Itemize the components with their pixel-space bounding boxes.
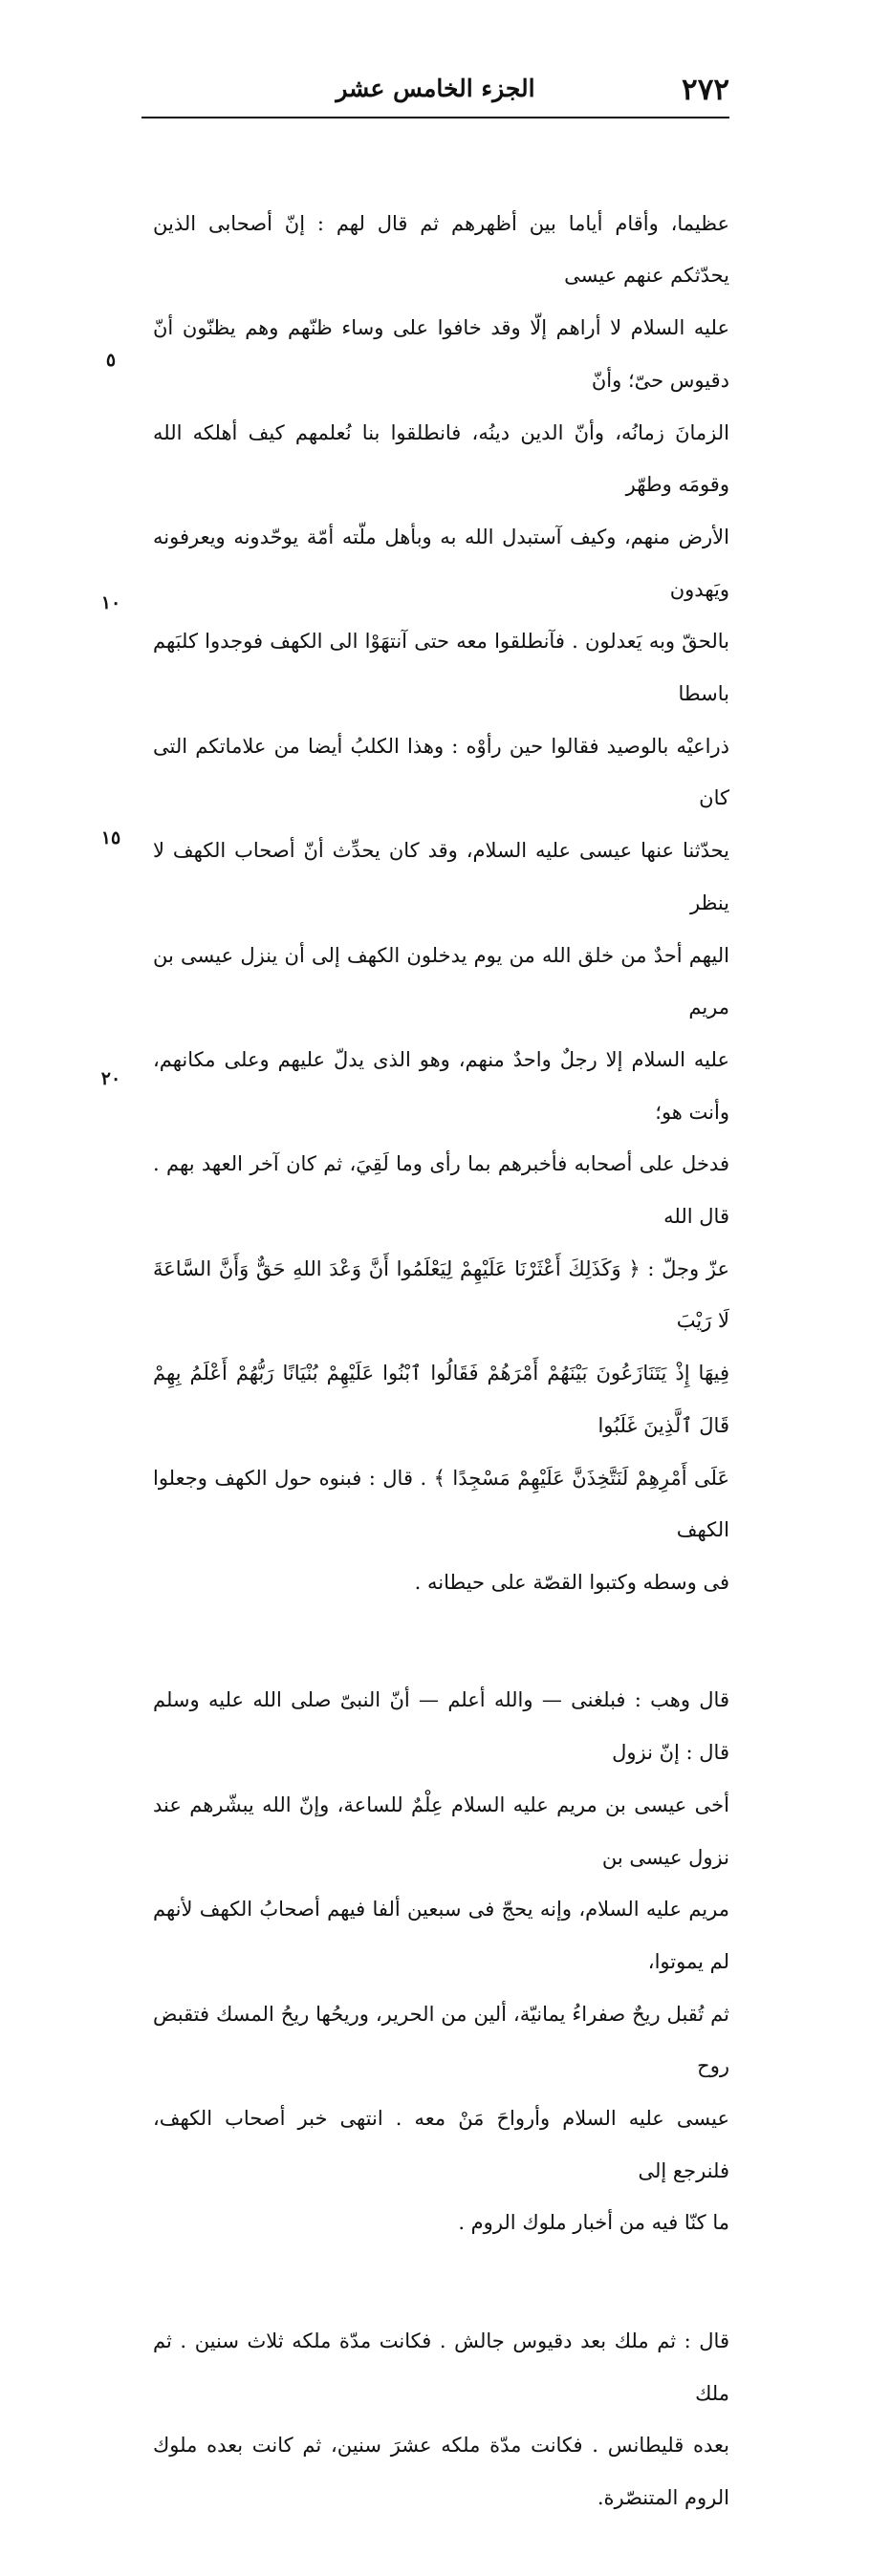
line-number-10: ١٠ (100, 592, 121, 613)
line-number-20: ٢٠ (100, 1068, 121, 1089)
line-number-5: ٥ (105, 350, 117, 371)
page-header (141, 67, 729, 117)
running-title: الجزء الخامس عشر (336, 75, 535, 102)
header-rule (141, 117, 729, 118)
page-number: ٢٧٢ (682, 73, 729, 107)
paragraph-cave-story: عظيما، وأقام أياما بين أظهرهم ثم قال لهم : إنّ أصحابى الذين يحدّثكم عنهم عيسى عليه السلام لا أراهم إلّا وقد خافوا على وساء ظنّهم وهم يظنّون أنّ دقيوس حىّ؛ وأنّ الزمانَ زمانُه، وأنّ الدين دينُه، فانطلقوا بنا نُعلمهم كيف أهلكه الله وقومَه وطهّر الأرض منهم، وكيف آستبدل الله به وبأهل ملّته أمّة يوحّدونه ويعرفونه ويَهدون بالحقّ وبه يَعدلون . فآنطلقوا معه حتى آنتهَوْا الى الكهف فوجدوا كلبَهم باسطا ذراعيْه بالوصيد فقالوا حين رأوْه : وهذا الكلبُ أيضا من علاماتكم التى كان يحدّثنا عنها عيسى عليه السلام، وقد كان يحدِّث أنّ أصحاب الكهف لا ينظر اليهم أحدٌ من خلق الله من يوم يدخلون الكهف إلى أن ينزل عيسى بن مريم عليه السلام إلا رجلٌ واحدٌ منهم، وهو الذى يدلّ عليهم وعلى مكانهم، وأنت هو؛ فدخل على أصحابه فأخبرهم بما رأى وما لَقِيَ، ثم كان آخر العهد بهم . قال الله عزّ وجلّ : ﴿ وَكَذَلِكَ أَعْثَرْنَا عَلَيْهِمْ لِيَعْلَمُوا أَنَّ وَعْدَ اللهِ حَقٌّ وَأَنَّ السَّاعَةَ لَا رَيْبَ فِيهَا إِذْ يَتَنَازَعُونَ بَيْنَهُمْ أَمْرَهُمْ فَقَالُوا ٱبْنُوا عَلَيْهِمْ بُنْيَانًا رَبُّهُمْ أَعْلَمُ بِهِمْ قَالَ ٱلَّذِينَ غَلَبُوا عَلَى أَمْرِهِمْ لَنَتَّخِذَنَّ عَلَيْهِمْ مَسْجِدًا ﴾ . قال : فبنوه حول الكهف وجعلوا الكهف فى وسطه وكتبوا القصّة على حيطانه . (153, 211, 729, 1594)
paragraph-roman-kings: قال : ثم ملك بعد دقيوس جالش . فكانت مدّة ملكه ثلاث سنين . ثم ملك بعده قليطانس . فكانت مدّة ملكه عشرَ سنين، ثم كانت بعده ملوك الروم المتنصّرة. (153, 2329, 729, 2509)
paragraph-wahb-hadith: قال وهب : فبلغنى — والله أعلم — أنّ النبىّ صلى الله عليه وسلم قال : إنّ نزول أخى عيسى بن مريم عليه السلام عِلْمٌ للساعة، وإنّ الله يبشّرهم عند نزول عيسى بن مريم عليه السلام، وإنه يحجّ فى سبعين ألفا فيهم أصحابُ الكهف لأنهم لم يموتوا، ثم تُقبل ريحٌ صفراءُ يمانيّة، ألين من الحرير، وريحُها ريحُ المسك فتقبض روح عيسى عليه السلام وأرواحَ مَنْ معه . انتهى خبر أصحاب الكهف، فلنرجع إلى ما كنّا فيه من أخبار ملوك الروم . (153, 1688, 729, 2235)
main-text (153, 145, 729, 2576)
line-number-15: ١٥ (100, 827, 121, 848)
